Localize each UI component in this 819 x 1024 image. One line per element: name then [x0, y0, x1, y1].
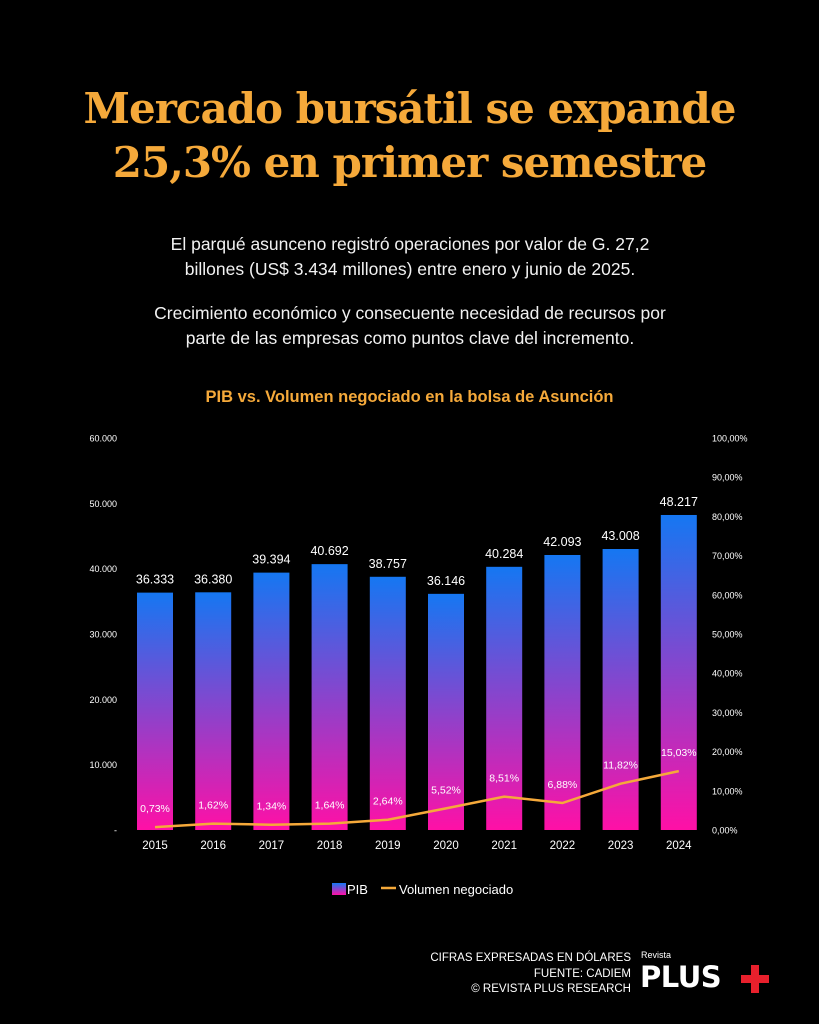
volumen-value-label: 15,03% — [660, 747, 697, 760]
volumen-line — [155, 771, 679, 827]
intro-line-1: El parqué asunceno registró operaciones por valor de G. 27,2 — [170, 234, 650, 254]
pib-bar-value: 36.333 — [135, 572, 175, 587]
pib-bar-value: 40.692 — [310, 544, 349, 559]
pib-bar-value: 43.008 — [601, 529, 640, 544]
pib-bar-value: 39.394 — [252, 552, 291, 567]
pib-bar-value: 36.380 — [194, 572, 233, 587]
left-tick-label: 60.000 — [89, 433, 117, 444]
right-tick-label: 100,00% — [712, 433, 748, 444]
pib-bar — [253, 573, 289, 830]
x-tick-label: 2024 — [666, 840, 692, 852]
right-tick-label: 40,00% — [712, 668, 743, 679]
right-tick-label: 60,00% — [712, 590, 743, 601]
x-axis — [142, 840, 692, 852]
intro-line-2: billones (US$ 3.434 millones) entre enero y junio de 2025. — [184, 259, 636, 279]
x-tick-label: 2015 — [142, 840, 168, 852]
legend-label-pib: PIB — [347, 882, 368, 897]
right-tick-label: 80,00% — [712, 511, 743, 522]
footer-source: FUENTE: CADIEM — [533, 967, 631, 980]
volumen-value-label: 1,34% — [256, 800, 287, 813]
volumen-value-label: 8,51% — [489, 772, 520, 785]
pib-bar — [370, 577, 406, 830]
x-tick-label: 2020 — [433, 840, 459, 852]
x-tick-label: 2021 — [491, 840, 517, 852]
pib-bars — [137, 515, 697, 830]
right-tick-label: 90,00% — [712, 472, 743, 483]
legend-label-volumen: Volumen negociado — [399, 882, 514, 897]
volumen-value-label: 1,62% — [198, 799, 229, 812]
left-tick-label: 30.000 — [89, 629, 117, 640]
combo-chart — [0, 420, 819, 910]
revista-plus-logo — [640, 950, 770, 994]
chart-title: PIB vs. Volumen negociado en la bolsa de Asunción — [205, 388, 614, 406]
right-tick-label: 50,00% — [712, 629, 743, 640]
pib-bar-value: 42.093 — [543, 534, 582, 549]
brand-revista-label: Revista — [641, 950, 672, 960]
pib-bar — [486, 567, 522, 830]
brand-plus-word: PLUS — [640, 960, 722, 994]
headline — [0, 82, 819, 190]
left-tick-label: 50.000 — [89, 498, 117, 509]
left-tick-label: - — [114, 825, 117, 836]
volumen-value-label: 11,82% — [603, 759, 639, 772]
x-tick-label: 2023 — [607, 840, 634, 852]
headline-line-2: 25,3% en primer semestre — [112, 138, 707, 187]
pib-bar-value: 38.757 — [368, 556, 407, 571]
right-tick-label: 10,00% — [712, 786, 743, 797]
legend-swatch-pib — [332, 883, 346, 895]
volumen-value-label: 5,52% — [431, 784, 461, 797]
pib-bar — [195, 592, 231, 830]
pib-bar-value: 48.217 — [659, 494, 698, 509]
volumen-value-label: 1,64% — [314, 799, 345, 812]
right-axis — [712, 434, 748, 836]
volumen-value-label: 6,88% — [547, 779, 578, 792]
pib-bar-value: 36.146 — [426, 573, 466, 588]
footer-notes — [430, 951, 631, 998]
intro-paragraph — [90, 232, 730, 282]
x-tick-label: 2019 — [375, 840, 401, 852]
left-tick-label: 40.000 — [89, 564, 117, 575]
pib-bar — [312, 564, 348, 830]
footer-currency-note: CIFRAS EXPRESADAS EN DÓLARES — [430, 952, 631, 964]
headline-line-1: Mercado bursátil se expande — [83, 84, 736, 133]
volumen-value-label: 0,73% — [140, 803, 170, 816]
right-tick-label: 20,00% — [712, 747, 743, 758]
plus-cross-icon — [741, 965, 769, 993]
left-tick-label: 20.000 — [89, 694, 117, 705]
left-axis — [89, 434, 117, 836]
right-tick-label: 70,00% — [712, 551, 743, 562]
x-tick-label: 2022 — [549, 840, 576, 852]
x-tick-label: 2016 — [200, 840, 226, 852]
growth-line-2: parte de las empresas como puntos clave del incremento. — [185, 328, 635, 348]
x-tick-label: 2017 — [258, 840, 285, 852]
right-tick-label: 0,00% — [712, 825, 738, 836]
right-tick-label: 30,00% — [712, 707, 743, 718]
x-tick-label: 2018 — [316, 840, 343, 852]
footer-copyright: © REVISTA PLUS RESEARCH — [471, 983, 631, 995]
chart-legend — [332, 882, 513, 897]
volumen-value-label: 2,64% — [372, 795, 403, 808]
growth-paragraph — [90, 301, 730, 351]
pib-bar — [137, 593, 173, 830]
pib-bar-value: 40.284 — [485, 546, 524, 561]
pib-bar — [661, 515, 697, 830]
growth-line-1: Crecimiento económico y consecuente necesidad de recursos por — [154, 303, 666, 323]
left-tick-label: 10.000 — [89, 760, 117, 771]
